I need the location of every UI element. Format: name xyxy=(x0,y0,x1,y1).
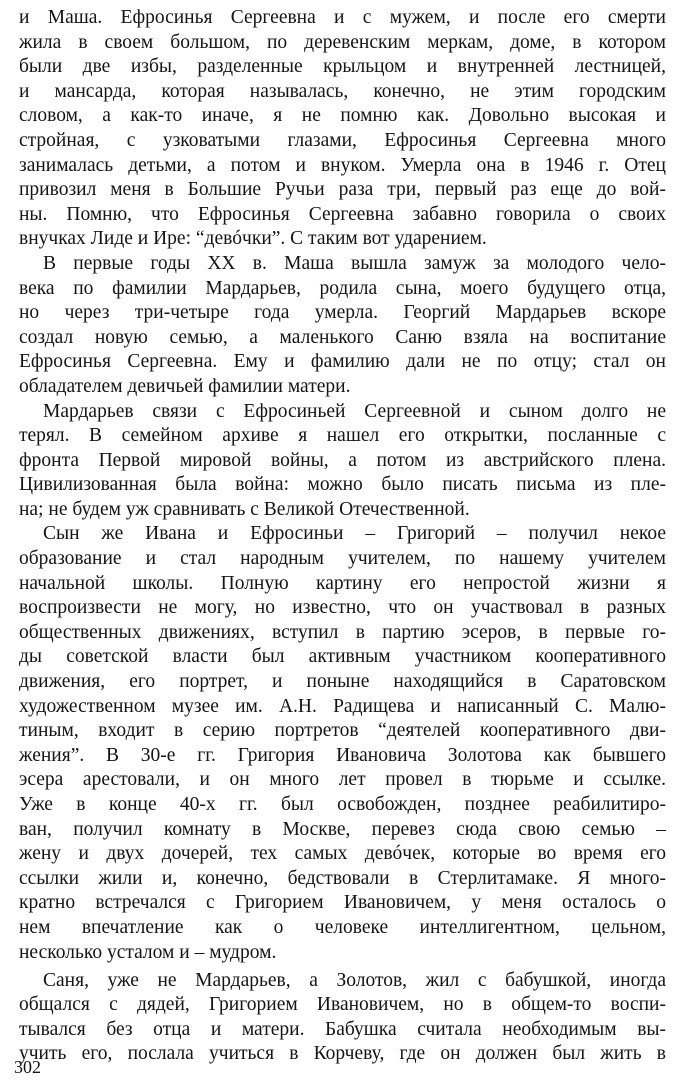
text-line: создал новую семью, а маленького Саню взяла на воспитание xyxy=(19,326,666,348)
text-line: тиным, входит в серию портретов “деятелей кооперативного дви- xyxy=(19,720,666,742)
text-line: Мардарьев связи с Ефросиньей Сергеевной и сыном долго не xyxy=(43,400,666,422)
text-line: века по фамилии Мардарьев, родила сына, моего будущего отца, xyxy=(19,277,666,299)
text-line: ны. Помню, что Ефросинья Сергеевна забавно говорила о своих xyxy=(19,203,666,225)
text-line: обладателем девичьей фамилии матери. xyxy=(19,375,351,397)
text-line: В первые годы XX в. Маша вышла замуж за молодого чело- xyxy=(43,252,666,274)
text-line: жения”. В 30-е гг. Григория Ивановича Золотова как бывшего xyxy=(19,744,666,766)
text-line: на; не будем уж сравнивать с Великой Отечественной. xyxy=(19,498,470,520)
text-line: терял. В семейном архиве я нашел его открытки, посланные с xyxy=(19,425,666,447)
text-line: жила в своем большом, по деревенским меркам, доме, в котором xyxy=(19,31,666,53)
text-line: общественных движениях, вступил в партию эсеров, в первые го- xyxy=(19,621,666,643)
paragraph-3 xyxy=(19,400,666,523)
text-line: несколько усталом и – мудром. xyxy=(19,941,277,963)
paragraph-4 xyxy=(19,522,666,965)
paragraph-2 xyxy=(19,252,666,400)
text-line: эсера арестовали, и он много лет провел в тюрьме и ссылке. xyxy=(19,769,666,791)
page-number: 302 xyxy=(14,1057,41,1077)
text-line: были две избы, разделенные крыльцом и внутренней лестницей, xyxy=(19,56,666,78)
text-line: стройная, с узковатыми глазами, Ефросинья Сергеевна много xyxy=(19,129,666,151)
text-line: внучках Лиде и Ире: “девóчки”. С таким вот ударением. xyxy=(19,228,487,250)
text-line: ссылки жили и, конечно, бедствовали в Стерлитамаке. Я много- xyxy=(19,867,666,889)
text-line: и Маша. Ефросинья Сергеевна и с мужем, и после его смерти xyxy=(19,7,666,28)
paragraph-1 xyxy=(19,6,666,252)
text-line: но через три-четыре года умерла. Георгий Мардарьев вскоре xyxy=(19,302,666,324)
text-line: кратно встречался с Григорием Ивановичем, у меня осталось о xyxy=(19,892,666,914)
text-line: образование и стал народным учителем, по нашему учителем xyxy=(19,548,666,570)
text-line: нем впечатление как о человеке интеллигентном, цельном, xyxy=(19,916,666,938)
text-line: словом, а как-то иначе, я не помню как. Довольно высокая и xyxy=(19,105,666,127)
paragraph-5 xyxy=(19,969,666,1067)
text-line: общался с дядей, Григорием Ивановичем, но в общем-то воспи- xyxy=(19,994,666,1016)
text-line: учить его, послала учиться в Корчеву, где он должен был жить в xyxy=(19,1043,666,1065)
text-line: воспроизвести не могу, но известно, что он участвовал в разных xyxy=(19,597,666,619)
text-line: начальной школы. Полную картину его непростой жизни я xyxy=(19,572,666,594)
text-line: Сын же Ивана и Ефросиньи – Григорий – получил некое xyxy=(43,523,666,545)
text-line: художественном музее им. А.Н. Радищева и написанный С. Малю- xyxy=(19,695,666,717)
text-line: и мансарда, которая называлась, конечно, не этим городским xyxy=(19,80,666,102)
text-line: движения, его портрет, и поныне находящийся в Саратовском xyxy=(19,671,666,693)
text-line: тывался без отца и матери. Бабушка считала необходимым вы- xyxy=(19,1018,666,1040)
text-line: Ефросинья Сергеевна. Ему и фамилию дали не по отцу; стал он xyxy=(19,351,666,373)
text-line: Цивилизованная была война: можно было писать письма из пле- xyxy=(19,474,666,496)
text-line: привозил меня в Большие Ручьи раза три, первый раз еще до вой- xyxy=(19,179,666,201)
text-line: фронта Первой мировой войны, а потом из австрийского плена. xyxy=(19,449,666,471)
text-line: занималась детьми, а потом и внуком. Умерла она в 1946 г. Отец xyxy=(19,154,666,176)
text-line: жену и двух дочерей, тех самых девóчек, которые во время его xyxy=(19,843,666,865)
text-line: ван, получил комнату в Москве, перевез сюда свою семью – xyxy=(19,818,666,840)
body-text xyxy=(19,6,666,1067)
text-line: Саня, уже не Мардарьев, а Золотов, жил с бабушкой, иногда xyxy=(43,969,666,991)
text-line: Уже в конце 40-х гг. был освобожден, позднее реабилитиро- xyxy=(19,794,666,815)
text-line: ды советской власти был активным участником кооперативного xyxy=(19,646,666,668)
